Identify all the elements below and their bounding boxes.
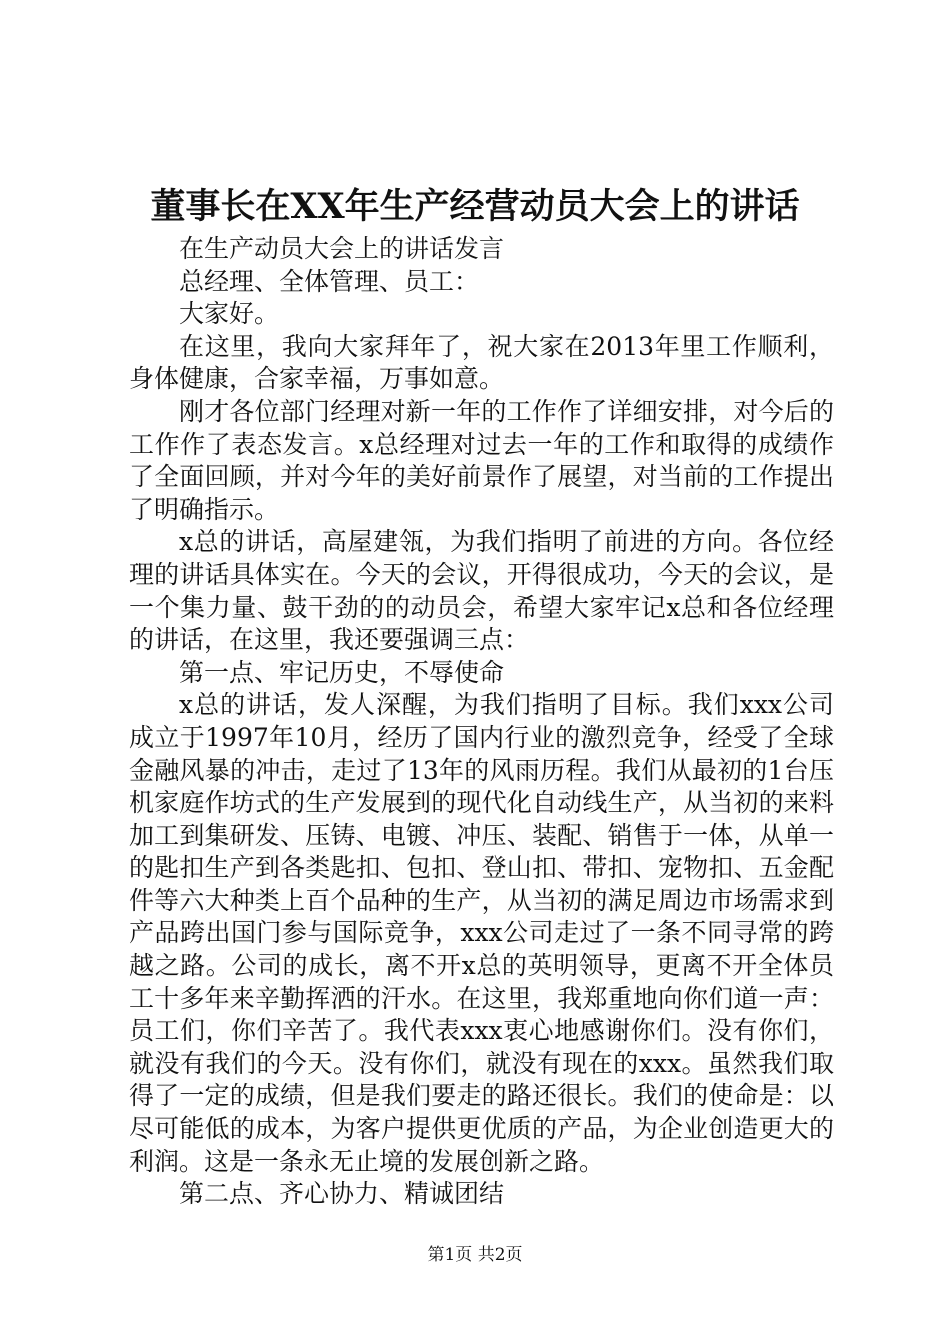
page-footer: 第1页 共2页 bbox=[427, 1245, 523, 1265]
document-title: 董事长在XX年生产经营动员大会上的讲话 bbox=[150, 186, 800, 227]
paragraph-new-year-wishes: 在这里，我向大家拜年了，祝大家在2013年里工作顺利，身体健康，合家幸福，万事如意。 bbox=[129, 331, 834, 394]
paragraph-history: x总的讲话，发人深醒，为我们指明了目标。我们xxx公司成立于1997年10月，经历了国内行业的激烈竞争，经受了全球金融风暴的冲击，走过了13年的风雨历程。我们从最初的1台压机家庭作坊式的生产发展到的现代化自动线生产，从当初的来料加工到集研发、压铸、电镀、冲压、装配、销售于一体，从单一的匙扣生产到各类匙扣、包扣、登山扣、带扣、宠物扣、五金配件等六大种类上百个品种的生产，从当初的满足周边市场需求到产品跨出国门参与国际竞争，xxx公司走过了一条不同寻常的跨越之路。公司的成长，离不开x总的英明领导，更离不开全体员工十多年来辛勤挥洒的汗水。在这里，我郑重地向你们道一声：员工们，你们辛苦了。我代表xxx衷心地感谢你们。没有你们，就没有我们的今天。没有你们，就没有现在的xxx。虽然我们取得了一定的成绩，但是我们要走的路还很长。我们的使命是：以尽可能低的成本，为客户提供更优质的产品，为企业创造更大的利润。这是一条永无止境的发展创新之路。 bbox=[129, 690, 834, 1176]
section-heading-2: 第二点、齐心协力、精诚团结 bbox=[179, 1179, 505, 1209]
paragraph-review: 刚才各位部门经理对新一年的工作作了详细安排，对今后的工作作了表态发言。x总经理对过去一年的工作和取得的成绩作了全面回顾，并对今年的美好前景作了展望，对当前的工作提出了明确指示。 bbox=[129, 396, 834, 524]
paragraph-subtitle: 在生产动员大会上的讲话发言 bbox=[179, 234, 505, 263]
section-heading-1: 第一点、牢记历史，不辱使命 bbox=[179, 657, 505, 687]
document-body bbox=[129, 233, 834, 1211]
paragraph-greeting: 大家好。 bbox=[179, 299, 280, 329]
paragraph-direction: x总的讲话，高屋建瓴，为我们指明了前进的方向。各位经理的讲话具体实在。今天的会议，开得很成功，今天的会议，是一个集力量、鼓干劲的的动员会，希望大家牢记x总和各位经理的讲话，在这里，我还要强调三点： bbox=[129, 527, 834, 655]
paragraph-salutation: 总经理、全体管理、员工： bbox=[179, 266, 480, 296]
